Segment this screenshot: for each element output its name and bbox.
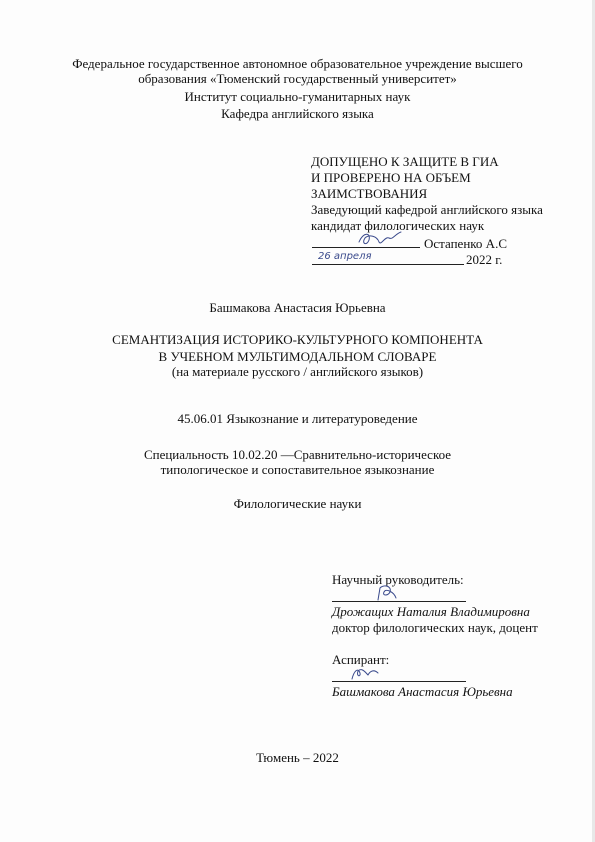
head-position: Заведующий кафедрой английского языка xyxy=(311,202,543,217)
head-signature xyxy=(355,228,405,250)
approval-year: 2022 г. xyxy=(466,252,503,267)
thesis-title-line-1: СЕМАНТИЗАЦИЯ ИСТОРИКО-КУЛЬТУРНОГО КОМПОНЕНТА xyxy=(112,332,483,347)
approval-line-2: И ПРОВЕРЕНО НА ОБЪЕМ xyxy=(311,170,471,185)
science-field: Филологические науки xyxy=(233,496,362,511)
author-name: Башмакова Анастасия Юрьевна xyxy=(209,300,386,315)
student-signature-line xyxy=(332,681,466,682)
handwritten-date: 26 апреля xyxy=(318,251,372,262)
student-name: Башмакова Анастасия Юрьевна xyxy=(332,684,513,699)
university-line: образования «Тюменский государственный университет» xyxy=(138,71,457,86)
student-label: Аспирант: xyxy=(332,652,390,667)
supervisor-signature-line xyxy=(332,601,466,602)
city-year: Тюмень – 2022 xyxy=(256,750,339,765)
student-signature xyxy=(348,663,382,683)
supervisor-label: Научный руководитель: xyxy=(332,572,464,587)
supervisor-name: Дрожащих Наталия Владимировна xyxy=(332,604,530,619)
institution-line: Федеральное государственное автономное образовательное учреждение высшего xyxy=(72,56,523,71)
head-name: Остапенко А.С xyxy=(424,236,507,251)
program-code: 45.06.01 Языкознание и литературоведение xyxy=(177,411,418,426)
department-line: Кафедра английского языка xyxy=(221,106,374,121)
head-degree: кандидат филологических наук xyxy=(311,218,485,233)
approval-line-1: ДОПУЩЕНО К ЗАЩИТЕ В ГИА xyxy=(311,154,499,169)
thesis-title-line-2: В УЧЕБНОМ МУЛЬТИМОДАЛЬНОМ СЛОВАРЕ xyxy=(158,349,437,364)
institute-line: Институт социально-гуманитарных наук xyxy=(184,89,411,104)
specialty-line-2: типологическое и сопоставительное языкознание xyxy=(160,462,435,477)
thesis-subtitle: (на материале русского / английского языков) xyxy=(171,364,424,379)
supervisor-degree: доктор филологических наук, доцент xyxy=(332,620,538,635)
date-line xyxy=(312,264,464,265)
specialty-line-1: Специальность 10.02.20 —Сравнительно-историческое xyxy=(143,447,452,462)
approval-line-3: ЗАИМСТВОВАНИЯ xyxy=(311,186,428,201)
